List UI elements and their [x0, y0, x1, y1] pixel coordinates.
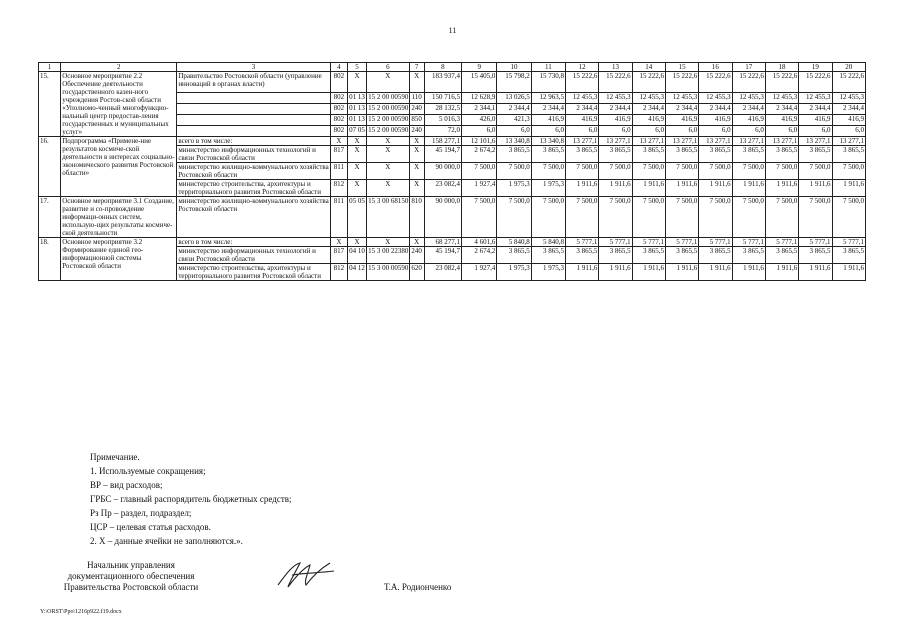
value-cell: 6,0 — [497, 125, 531, 136]
value-cell: 15 222,6 — [799, 72, 832, 93]
rzpr-cell: 07 05 — [347, 125, 366, 136]
value-cell: 13 277,1 — [765, 137, 798, 146]
value-cell: 12 455,3 — [599, 92, 632, 103]
handwritten-signature — [270, 555, 340, 593]
column-header: 13 — [599, 63, 632, 72]
rzpr-cell: 05 05 — [347, 197, 366, 238]
column-header: 3 — [177, 63, 330, 72]
csr-cell: 15 2 00 00590 — [367, 92, 409, 103]
position-line: Начальник управления — [87, 560, 175, 570]
value-cell: 2 344,4 — [566, 103, 599, 114]
value-cell: 1 911,6 — [699, 180, 732, 197]
column-header: 4 — [330, 63, 347, 72]
note-line: 1. Используемые сокращения; — [90, 466, 206, 476]
value-cell: 7 500,0 — [497, 163, 531, 180]
column-header: 6 — [367, 63, 409, 72]
value-cell: 12 455,3 — [665, 92, 698, 103]
value-cell: 7 500,0 — [632, 197, 665, 238]
value-cell: 3 865,5 — [632, 146, 665, 163]
value-cell: 3 865,5 — [732, 247, 765, 264]
row-number: 18. — [39, 238, 61, 281]
value-cell: 12 455,3 — [632, 92, 665, 103]
value-cell: 12 455,3 — [799, 92, 832, 103]
value-cell: 2 344,4 — [665, 103, 698, 114]
value-cell: 72,0 — [424, 125, 461, 136]
grbs-cell: 802 — [330, 72, 347, 93]
value-cell: 7 500,0 — [599, 197, 632, 238]
value-cell: 2 344,4 — [497, 103, 531, 114]
executor-cell: всего в том числе: — [177, 137, 330, 146]
value-cell: 12 101,6 — [462, 137, 497, 146]
executor-cell — [177, 125, 330, 136]
value-cell: 416,9 — [765, 114, 798, 125]
column-header: 5 — [347, 63, 366, 72]
value-cell: 7 500,0 — [732, 163, 765, 180]
value-cell: 3 865,5 — [765, 146, 798, 163]
executor-cell — [177, 103, 330, 114]
value-cell: 2 344,1 — [462, 103, 497, 114]
value-cell: 13 340,8 — [531, 137, 565, 146]
value-cell: 7 500,0 — [497, 197, 531, 238]
value-cell: 5 777,1 — [732, 238, 765, 247]
value-cell: 183 937,4 — [424, 72, 461, 93]
value-cell: 3 865,5 — [599, 146, 632, 163]
table-row — [39, 197, 866, 238]
value-cell: 3 865,5 — [699, 247, 732, 264]
vr-cell: 110 — [409, 92, 424, 103]
value-cell: 7 500,0 — [799, 197, 832, 238]
value-cell: 6,0 — [599, 125, 632, 136]
value-cell: 158 277,1 — [424, 137, 461, 146]
value-cell: 1 911,6 — [566, 180, 599, 197]
table-row — [39, 238, 866, 247]
value-cell: 15 222,6 — [699, 72, 732, 93]
csr-cell: X — [367, 146, 409, 163]
value-cell: 3 865,5 — [799, 247, 832, 264]
position-line: документационного обеспечения — [67, 571, 195, 581]
value-cell: 1 911,6 — [765, 180, 798, 197]
csr-cell: 15 2 00 00590 — [367, 114, 409, 125]
value-cell: 12 455,3 — [732, 92, 765, 103]
value-cell: 1 911,6 — [665, 264, 698, 281]
value-cell: 13 277,1 — [566, 137, 599, 146]
grbs-cell: 817 — [330, 247, 347, 264]
value-cell: 6,0 — [765, 125, 798, 136]
value-cell: 1 911,6 — [832, 180, 865, 197]
vr-cell: 850 — [409, 114, 424, 125]
executor-cell: Правительство Ростовской области (управление инноваций в органах власти) — [177, 72, 330, 93]
value-cell: 5 777,1 — [665, 238, 698, 247]
value-cell: 15 222,6 — [765, 72, 798, 93]
value-cell: 15 222,6 — [566, 72, 599, 93]
csr-cell: 15 3 00 00590 — [367, 264, 409, 281]
value-cell: 3 865,5 — [497, 146, 531, 163]
value-cell: 6,0 — [665, 125, 698, 136]
grbs-cell: 817 — [330, 146, 347, 163]
value-cell: 1 911,6 — [599, 180, 632, 197]
value-cell: 28 132,5 — [424, 103, 461, 114]
value-cell: 13 026,5 — [497, 92, 531, 103]
executor-cell: министерство жилищно-коммунального хозяйства Ростовской области — [178, 163, 329, 179]
vr-cell: X — [409, 238, 424, 247]
value-cell: 7 500,0 — [599, 163, 632, 180]
column-header: 7 — [409, 63, 424, 72]
note-line: Примечание. — [90, 452, 140, 462]
value-cell: 5 777,1 — [699, 238, 732, 247]
grbs-cell: 802 — [330, 125, 347, 136]
value-cell: 150 716,5 — [424, 92, 461, 103]
budget-table — [38, 62, 866, 281]
value-cell: 7 500,0 — [732, 197, 765, 238]
column-header: 17 — [732, 63, 765, 72]
value-cell: 2 674,2 — [462, 146, 497, 163]
value-cell: 6,0 — [799, 125, 832, 136]
value-cell: 2 344,4 — [531, 103, 565, 114]
csr-cell: X — [367, 137, 409, 146]
value-cell: 3 865,5 — [531, 146, 565, 163]
value-cell: 3 865,5 — [832, 146, 865, 163]
value-cell: 1 911,6 — [599, 264, 632, 281]
vr-cell: X — [409, 180, 424, 197]
grbs-cell: 812 — [330, 180, 347, 197]
executor-cell: министерство информационных технологий и связи Ростовской области — [177, 247, 330, 264]
csr-cell: X — [367, 72, 409, 93]
value-cell: 3 865,5 — [632, 247, 665, 264]
grbs-cell: X — [330, 137, 347, 146]
value-cell: 2 344,4 — [732, 103, 765, 114]
value-cell: 6,0 — [632, 125, 665, 136]
value-cell: 416,9 — [732, 114, 765, 125]
value-cell: 7 500,0 — [765, 197, 798, 238]
value-cell: 1 911,6 — [832, 264, 865, 281]
row-number: 16. — [39, 137, 61, 197]
note-line: ЦСР – целевая статья расходов. — [90, 522, 211, 532]
value-cell: 4 601,6 — [462, 238, 497, 247]
column-header: 10 — [497, 63, 531, 72]
value-cell: 13 277,1 — [799, 137, 832, 146]
vr-cell: X — [409, 163, 424, 180]
value-cell: 3 865,5 — [832, 247, 865, 264]
column-header: 12 — [566, 63, 599, 72]
value-cell: 3 865,5 — [699, 146, 732, 163]
value-cell: 7 500,0 — [531, 197, 565, 238]
rzpr-cell: 04 12 — [347, 264, 366, 281]
value-cell: 7 500,0 — [462, 197, 497, 238]
row-number: 15. — [39, 72, 61, 137]
value-cell: 1 911,6 — [632, 264, 665, 281]
value-cell: 7 500,0 — [566, 163, 599, 180]
value-cell: 2 344,4 — [799, 103, 832, 114]
vr-cell: 240 — [409, 103, 424, 114]
value-cell: 6,0 — [732, 125, 765, 136]
value-cell: 7 500,0 — [462, 163, 497, 180]
csr-cell: X — [367, 180, 409, 197]
value-cell: 7 500,0 — [566, 197, 599, 238]
value-cell: 2 674,2 — [462, 247, 497, 264]
executor-cell: министерство жилищно-коммунального хозяйства Ростовской области — [177, 197, 330, 238]
grbs-cell: 811 — [330, 163, 347, 180]
column-header: 11 — [531, 63, 565, 72]
measure-name: Подпрограмма «Примене-ние результатов космиче-ской деятельности в интересах социально-экономического развития Ростовской области» — [61, 137, 177, 197]
rzpr-cell: X — [347, 146, 366, 163]
value-cell: 3 865,5 — [497, 247, 531, 264]
value-cell: 421,3 — [497, 114, 531, 125]
value-cell: 1 975,3 — [497, 180, 531, 197]
value-cell: 3 865,5 — [566, 247, 599, 264]
rzpr-cell: X — [347, 163, 366, 180]
column-header: 19 — [799, 63, 832, 72]
value-cell: 5 777,1 — [832, 238, 865, 247]
value-cell: 416,9 — [799, 114, 832, 125]
value-cell: 45 194,7 — [424, 146, 461, 163]
measure-name: Основное мероприятие 2.2 Обеспечение деятельности государственного казен-ного учреждения Ростов-ской области «Уполномо-ченный многофункцио-нальный центр предостав-ления государственных и муниципальных услуг» — [61, 72, 177, 137]
value-cell: 3 865,5 — [732, 146, 765, 163]
value-cell: 416,9 — [632, 114, 665, 125]
value-cell: 12 455,3 — [832, 92, 865, 103]
value-cell: 23 082,4 — [424, 264, 461, 281]
note-line: Рз Пр – раздел, подраздел; — [90, 508, 192, 518]
csr-cell: X — [367, 163, 409, 180]
column-header: 15 — [665, 63, 698, 72]
value-cell: 7 500,0 — [832, 163, 865, 180]
value-cell: 12 455,3 — [566, 92, 599, 103]
value-cell: 6,0 — [699, 125, 732, 136]
value-cell: 5 777,1 — [599, 238, 632, 247]
value-cell: 5 777,1 — [799, 238, 832, 247]
value-cell: 1 911,6 — [799, 180, 832, 197]
page-number: 11 — [448, 26, 457, 35]
rzpr-cell: X — [347, 137, 366, 146]
value-cell: 2 344,4 — [599, 103, 632, 114]
rzpr-cell: 04 10 — [347, 247, 366, 264]
grbs-cell: 812 — [330, 264, 347, 281]
value-cell: 7 500,0 — [665, 163, 698, 180]
value-cell: 13 277,1 — [732, 137, 765, 146]
grbs-cell: X — [330, 238, 347, 247]
value-cell: 1 911,6 — [566, 264, 599, 281]
value-cell: 1 911,6 — [799, 264, 832, 281]
value-cell: 3 865,5 — [531, 247, 565, 264]
executor-cell — [177, 92, 330, 103]
value-cell: 7 500,0 — [699, 197, 732, 238]
value-cell: 7 500,0 — [832, 197, 865, 238]
value-cell: 1 911,6 — [765, 264, 798, 281]
rzpr-cell: 01 13 — [347, 92, 366, 103]
value-cell: 1 975,3 — [531, 180, 565, 197]
csr-cell: 15 2 00 00590 — [367, 103, 409, 114]
measure-name: Основное мероприятие 3.1 Создание, развитие и со-провождение информаци-онных систем, использую-щих результаты космиче-ской деятельности — [61, 197, 177, 238]
column-header: 1 — [39, 63, 61, 72]
vr-cell: X — [409, 137, 424, 146]
csr-cell: 15 2 00 00590 — [367, 125, 409, 136]
executor-cell: министерство информационных технологий и связи Ростовской области — [177, 146, 330, 163]
value-cell: 416,9 — [665, 114, 698, 125]
value-cell: 1 911,6 — [699, 264, 732, 281]
value-cell: 12 628,9 — [462, 92, 497, 103]
value-cell: 15 222,6 — [665, 72, 698, 93]
notes-block — [90, 450, 292, 548]
value-cell: 45 194,7 — [424, 247, 461, 264]
value-cell: 15 222,6 — [732, 72, 765, 93]
value-cell: 5 777,1 — [765, 238, 798, 247]
value-cell: 5 016,3 — [424, 114, 461, 125]
value-cell: 12 455,3 — [699, 92, 732, 103]
value-cell: 416,9 — [699, 114, 732, 125]
column-header: 18 — [765, 63, 798, 72]
value-cell: 12 455,3 — [765, 92, 798, 103]
grbs-cell: 811 — [330, 197, 347, 238]
vr-cell: 240 — [409, 125, 424, 136]
value-cell: 416,9 — [531, 114, 565, 125]
grbs-cell: 802 — [330, 92, 347, 103]
rzpr-cell: X — [347, 180, 366, 197]
value-cell: 1 975,3 — [497, 264, 531, 281]
value-cell: 2 344,4 — [832, 103, 865, 114]
grbs-cell: 802 — [330, 114, 347, 125]
rzpr-cell: 01 13 — [347, 103, 366, 114]
value-cell: 7 500,0 — [632, 163, 665, 180]
value-cell: 13 277,1 — [599, 137, 632, 146]
vr-cell: 810 — [409, 197, 424, 238]
value-cell: 6,0 — [462, 125, 497, 136]
table-row — [39, 137, 866, 146]
value-cell: 3 865,5 — [765, 247, 798, 264]
executor-cell: министерство строительства, архитектуры и территориального развития Ростовской области — [177, 264, 330, 281]
value-cell: 5 840,8 — [531, 238, 565, 247]
header-row — [39, 63, 866, 72]
value-cell: 6,0 — [531, 125, 565, 136]
column-header: 14 — [632, 63, 665, 72]
value-cell: 13 277,1 — [832, 137, 865, 146]
table-row — [39, 72, 866, 93]
value-cell: 1 927,4 — [462, 264, 497, 281]
signatory-position — [46, 560, 216, 593]
value-cell: 13 277,1 — [665, 137, 698, 146]
value-cell: 7 500,0 — [799, 163, 832, 180]
value-cell: 1 911,6 — [732, 180, 765, 197]
executor-cell: министерство строительства, архитектуры и территориального развития Ростовской области — [177, 180, 330, 197]
value-cell: 68 277,1 — [424, 238, 461, 247]
grbs-cell: 802 — [330, 103, 347, 114]
value-cell: 2 344,4 — [699, 103, 732, 114]
value-cell: 416,9 — [599, 114, 632, 125]
note-line: ВР – вид расходов; — [90, 480, 163, 490]
value-cell: 15 222,6 — [599, 72, 632, 93]
value-cell: 1 911,6 — [665, 180, 698, 197]
value-cell: 5 777,1 — [566, 238, 599, 247]
note-line: ГРБС – главный распорядитель бюджетных средств; — [90, 494, 292, 504]
value-cell: 2 344,4 — [632, 103, 665, 114]
rzpr-cell: 01 13 — [347, 114, 366, 125]
value-cell: 3 865,5 — [599, 247, 632, 264]
value-cell: 15 730,8 — [531, 72, 565, 93]
value-cell: 6,0 — [832, 125, 865, 136]
file-path: Y:\ORST\Ppo\1216p922.f19.docx — [40, 609, 122, 615]
value-cell: 3 865,5 — [665, 146, 698, 163]
value-cell: 5 777,1 — [632, 238, 665, 247]
value-cell: 12 963,5 — [531, 92, 565, 103]
value-cell: 416,9 — [832, 114, 865, 125]
value-cell: 90 000,0 — [424, 163, 461, 180]
value-cell: 1 927,4 — [462, 180, 497, 197]
position-line: Правительства Ростовской области — [63, 582, 199, 592]
value-cell: 15 222,6 — [632, 72, 665, 93]
row-number: 17. — [39, 197, 61, 238]
value-cell: 15 405,0 — [462, 72, 497, 93]
value-cell: 13 340,8 — [497, 137, 531, 146]
value-cell: 15 222,6 — [832, 72, 865, 93]
value-cell: 2 344,4 — [765, 103, 798, 114]
vr-cell: X — [409, 146, 424, 163]
executor-cell: всего в том числе: — [177, 238, 330, 247]
value-cell: 7 500,0 — [765, 163, 798, 180]
value-cell: 13 277,1 — [699, 137, 732, 146]
column-header: 20 — [832, 63, 865, 72]
vr-cell: X — [409, 72, 424, 93]
column-header: 9 — [462, 63, 497, 72]
column-header: 2 — [61, 63, 177, 72]
measure-name: Основное мероприятие 3.2 Формирование единой гео-информационной системы Ростовской области — [61, 238, 177, 281]
value-cell: 6,0 — [566, 125, 599, 136]
value-cell: 7 500,0 — [699, 163, 732, 180]
value-cell: 5 840,8 — [497, 238, 531, 247]
csr-cell: 15 3 00 68150 — [367, 197, 409, 238]
value-cell: 416,9 — [566, 114, 599, 125]
value-cell: 3 865,5 — [566, 146, 599, 163]
note-line: 2. Х – данные ячейки не заполняются.». — [90, 536, 243, 546]
vr-cell: 240 — [409, 247, 424, 264]
value-cell: 23 082,4 — [424, 180, 461, 197]
rzpr-cell: X — [347, 72, 366, 93]
column-header: 16 — [699, 63, 732, 72]
value-cell: 3 865,5 — [799, 146, 832, 163]
column-header: 8 — [424, 63, 461, 72]
value-cell: 3 865,5 — [665, 247, 698, 264]
value-cell: 15 798,2 — [497, 72, 531, 93]
value-cell: 1 911,6 — [632, 180, 665, 197]
value-cell: 7 500,0 — [665, 197, 698, 238]
value-cell: 90 000,0 — [424, 197, 461, 238]
csr-cell: 15 3 00 22380 — [367, 247, 409, 264]
value-cell: 1 975,3 — [531, 264, 565, 281]
vr-cell: 620 — [409, 264, 424, 281]
value-cell: 13 277,1 — [632, 137, 665, 146]
value-cell: 7 500,0 — [531, 163, 565, 180]
rzpr-cell: X — [347, 238, 366, 247]
value-cell: 426,0 — [462, 114, 497, 125]
csr-cell: X — [367, 238, 409, 247]
signatory-name: Т.А. Родионченко — [384, 582, 452, 592]
executor-cell — [177, 114, 330, 125]
value-cell: 1 911,6 — [732, 264, 765, 281]
